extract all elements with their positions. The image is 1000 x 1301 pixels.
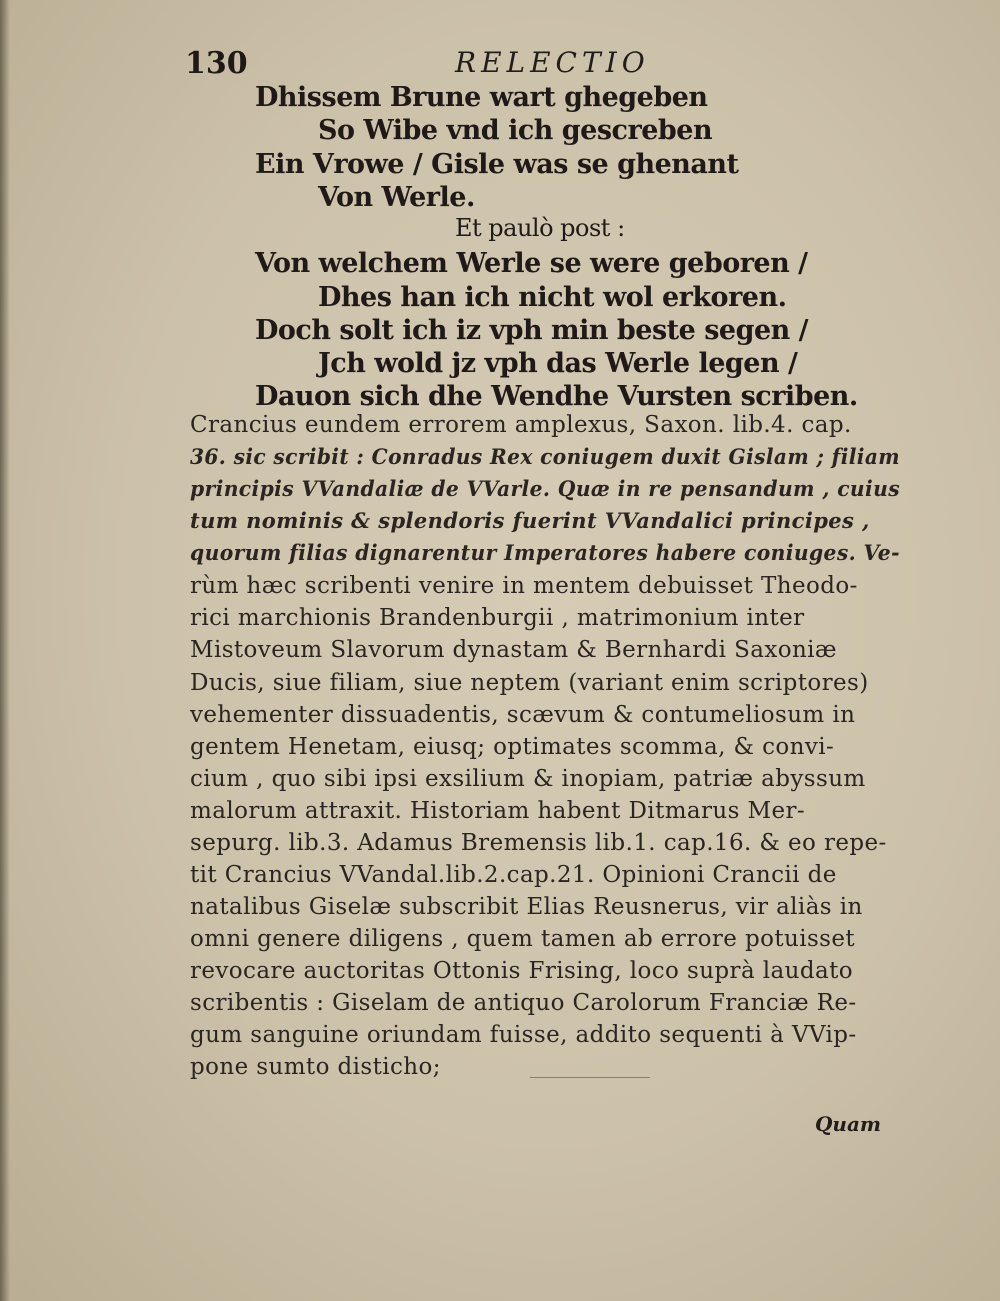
prose-line: 36. sic scribit : Conradus Rex coniugem duxit Gislam ; filiam xyxy=(190,444,900,469)
prose-line: Mistoveum Slavorum dynastam & Bernhardi Saxoniæ xyxy=(190,637,837,663)
verse-line: Ein Vrowe / Gisle was se ghenant xyxy=(255,149,739,180)
prose-line: tum nominis & splendoris fuerint VVandalici principes , xyxy=(190,508,870,533)
running-title: RELECTIO xyxy=(455,46,650,79)
prose-line: Crancius eundem errorem amplexus, Saxon. lib.4. cap. xyxy=(190,412,852,438)
prose-line: vehementer dissuadentis, scævum & contumeliosum in xyxy=(190,702,856,728)
page-number: 130 xyxy=(185,46,248,81)
decorative-rule xyxy=(530,1077,650,1078)
prose-line: gentem Henetam, eiusq; optimates scomma, & convi- xyxy=(190,734,835,760)
verse-line: So Wibe vnd ich gescreben xyxy=(318,115,713,146)
prose-line: principis VVandaliæ de VVarle. Quæ in re pensandum , cuius xyxy=(190,476,901,501)
verse-line: Jch wold jz vph das Werle legen / xyxy=(318,348,798,379)
verse-line: Von welchem Werle se were geboren / xyxy=(255,248,808,279)
prose-line: Ducis, siue filiam, siue neptem (variant enim scriptores) xyxy=(190,670,869,696)
verse-line: Dhissem Brune wart ghegeben xyxy=(255,82,708,113)
prose-line: omni genere diligens , quem tamen ab errore potuisset xyxy=(190,926,856,952)
prose-line: natalibus Giselæ subscribit Elias Reusnerus, vir aliàs in xyxy=(190,894,863,920)
catchword: Quam xyxy=(815,1112,882,1136)
prose-line: tit Crancius VVandal.lib.2.cap.21. Opinioni Crancii de xyxy=(190,862,837,888)
prose-line: cium , quo sibi ipsi exsilium & inopiam, patriæ abyssum xyxy=(190,766,866,792)
prose-block xyxy=(190,412,900,1112)
prose-line: rùm hæc scribenti venire in mentem debuisset Theodo- xyxy=(190,573,858,599)
prose-line: pone sumto disticho; xyxy=(190,1054,441,1080)
prose-line: sepurg. lib.3. Adamus Bremensis lib.1. cap.16. & eo repe- xyxy=(190,830,887,856)
verse-line: Von Werle. xyxy=(318,182,475,213)
verse-line: Et paulò post : xyxy=(455,214,625,242)
prose-line: malorum attraxit. Historiam habent Ditmarus Mer- xyxy=(190,798,806,824)
prose-line: rici marchionis Brandenburgii , matrimonium inter xyxy=(190,605,805,631)
prose-line: gum sanguine oriundam fuisse, addito sequenti à VVip- xyxy=(190,1022,857,1048)
verse-line: Doch solt ich iz vph min beste segen / xyxy=(255,315,809,346)
prose-line: scribentis : Giselam de antiquo Carolorum Franciæ Re- xyxy=(190,990,857,1016)
prose-line: quorum filias dignarentur Imperatores habere coniuges. Ve- xyxy=(190,540,900,565)
verse-block xyxy=(0,0,1000,420)
verse-line: Dhes han ich nicht wol erkoren. xyxy=(318,282,787,313)
prose-line: revocare auctoritas Ottonis Frising, loco suprà laudato xyxy=(190,958,853,984)
verse-line: Dauon sich dhe Wendhe Vursten scriben. xyxy=(255,381,858,412)
